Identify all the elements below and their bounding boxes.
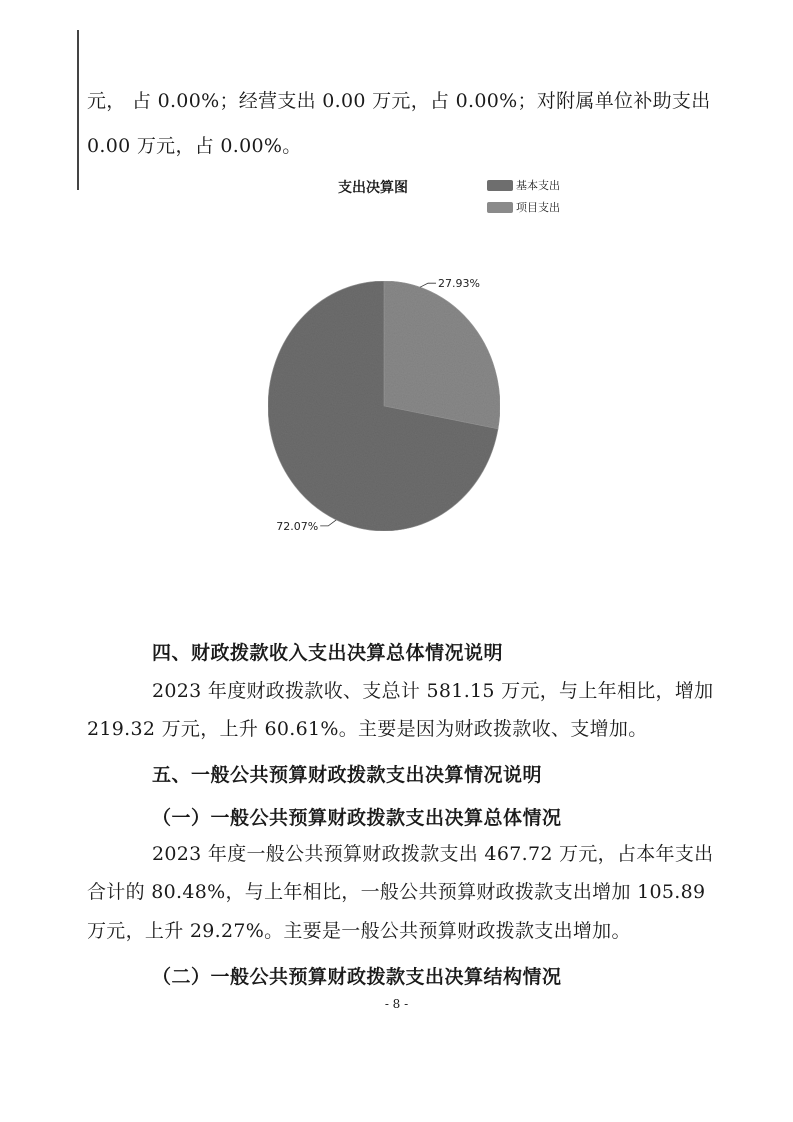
leader-line bbox=[320, 520, 336, 526]
pie-slice bbox=[384, 281, 500, 429]
section-heading: 四、财政拨款收入支出决算总体情况说明 bbox=[152, 642, 504, 664]
legend-label: 项目支出 bbox=[516, 201, 560, 214]
legend-label: 基本支出 bbox=[516, 179, 560, 192]
subsection-heading: （一）一般公共预算财政拨款支出决算总体情况 bbox=[152, 807, 562, 829]
page-number: - 8 - bbox=[384, 997, 409, 1011]
paragraph-line: 元， 占 0.00%；经营支出 0.00 万元，占 0.00%；对附属单位补助支出 bbox=[87, 90, 711, 112]
section-heading: 五、一般公共预算财政拨款支出决算情况说明 bbox=[152, 764, 543, 786]
slice-label: 27.93% bbox=[438, 277, 480, 291]
slice-label: 72.07% bbox=[276, 519, 319, 533]
chart-title: 支出决算图 bbox=[338, 180, 408, 196]
paragraph-line: 2023 年度财政拨款收、支总计 581.15 万元，与上年相比，增加 bbox=[152, 680, 714, 702]
paragraph-line: 2023 年度一般公共预算财政拨款支出 467.72 万元，占本年支出 bbox=[152, 843, 714, 865]
subsection-heading: （二）一般公共预算财政拨款支出决算结构情况 bbox=[152, 966, 562, 988]
paragraph-line: 219.32 万元，上升 60.61%。主要是因为财政拨款收、支增加。 bbox=[87, 718, 648, 740]
paragraph-line: 0.00 万元，占 0.00%。 bbox=[87, 135, 302, 157]
paragraph-line: 合计的 80.48%，与上年相比，一般公共预算财政拨款支出增加 105.89 bbox=[87, 881, 706, 903]
paragraph-line: 万元，上升 29.27%。主要是一般公共预算财政拨款支出增加。 bbox=[87, 920, 631, 942]
leader-line bbox=[420, 283, 436, 287]
